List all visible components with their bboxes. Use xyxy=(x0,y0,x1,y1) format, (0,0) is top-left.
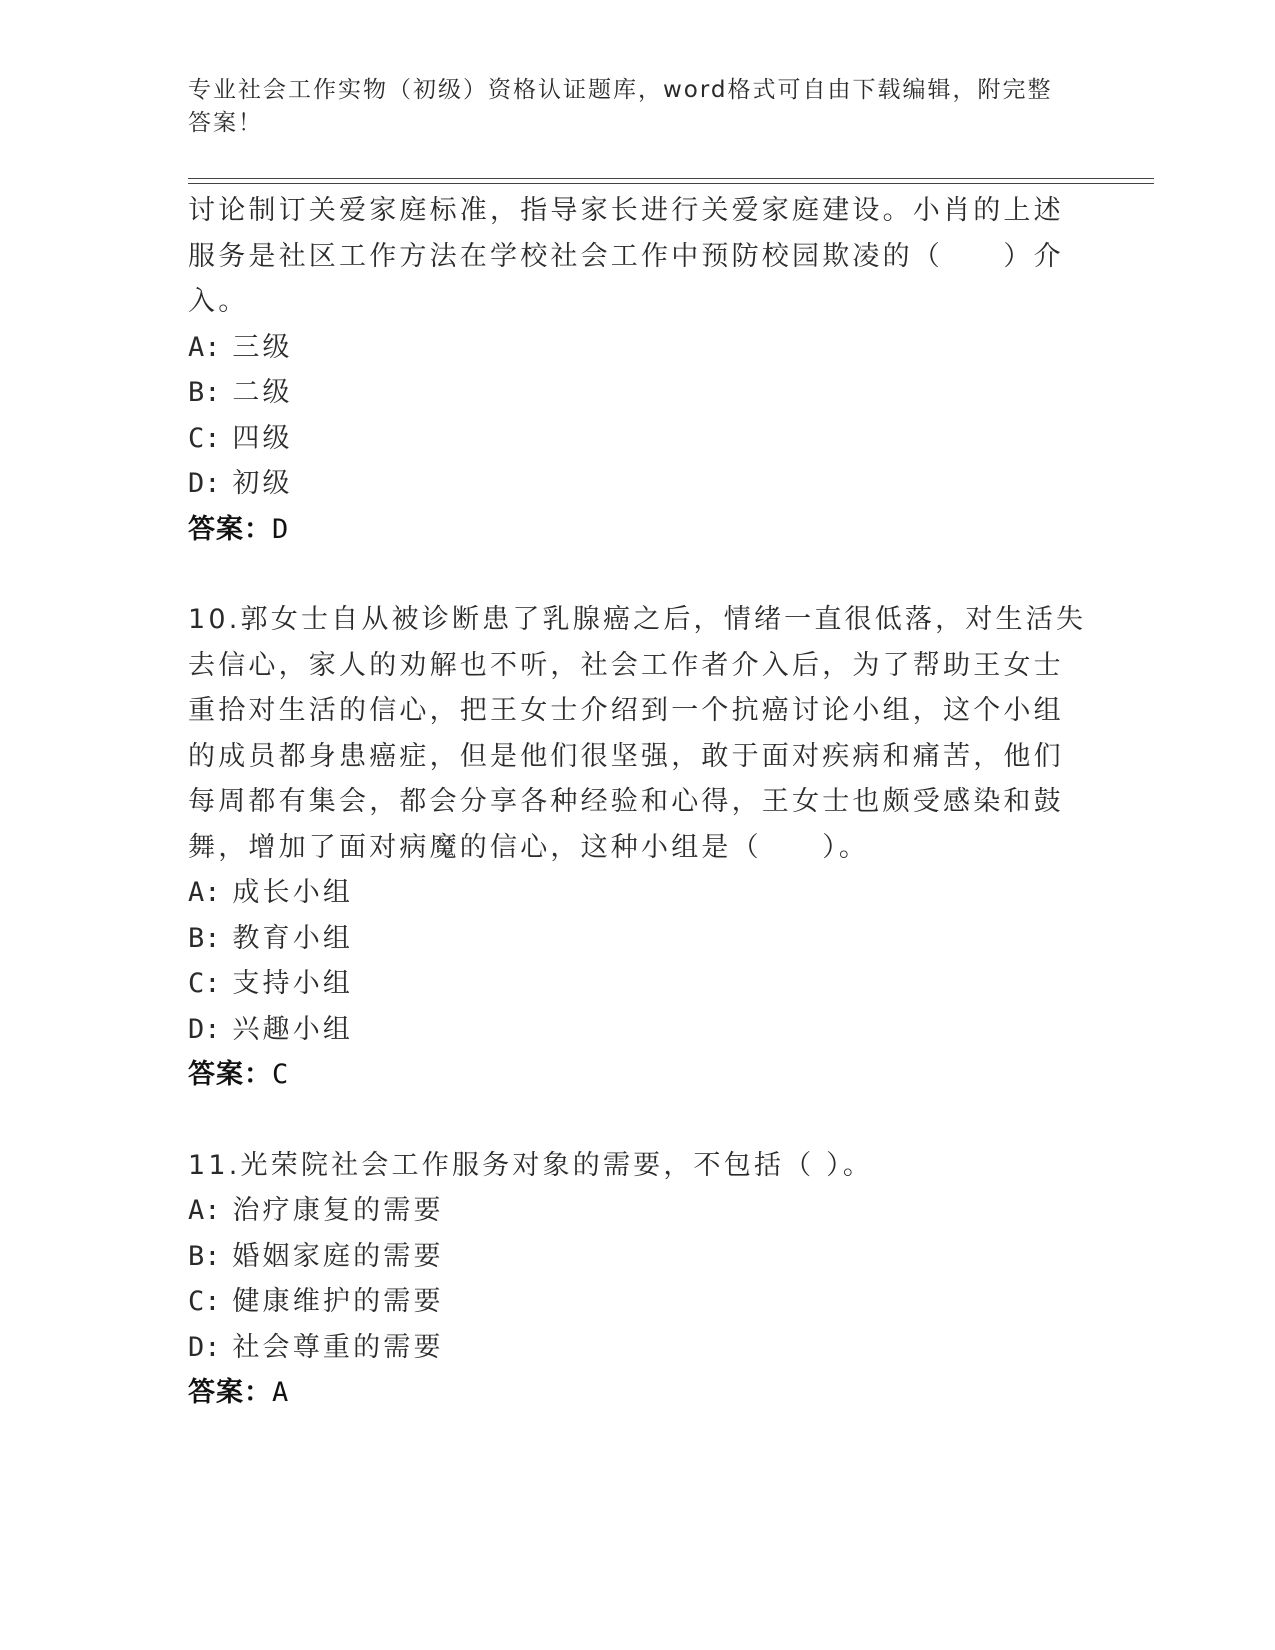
option-d: D: 初级 xyxy=(188,468,293,499)
option-d: D: 社会尊重的需要 xyxy=(188,1331,444,1363)
question-text: 11.光荣院社会工作服务对象的需要，不包括（ ）。 xyxy=(188,1149,874,1181)
document-header: 专业社会工作实物（初级）资格认证题库，word格式可自由下载编辑，附完整答案！ xyxy=(188,77,1053,136)
option-b: B: 婚姻家庭的需要 xyxy=(188,1240,444,1272)
option-a: A: 三级 xyxy=(188,331,293,363)
question-block xyxy=(188,597,1088,1098)
answer-value: D xyxy=(272,513,290,545)
option-c: C: 支持小组 xyxy=(188,968,354,999)
header-divider-bottom xyxy=(188,183,1154,184)
question-block xyxy=(188,188,1088,552)
option-a: A: 成长小组 xyxy=(188,877,354,908)
question-list xyxy=(188,188,1088,1416)
answer-line: 答案：A xyxy=(188,1377,290,1408)
option-c: C: 四级 xyxy=(188,422,293,454)
option-b: B: 二级 xyxy=(188,377,293,408)
answer-line: 答案：D xyxy=(188,513,290,545)
option-a: A: 治疗康复的需要 xyxy=(188,1195,444,1226)
question-text: 10.郭女士自从被诊断患了乳腺癌之后，情绪一直很低落，对生活失去信心，家人的劝解也不听，社会工作者介入后，为了帮助王女士重拾对生活的信心，把王女士介绍到一个抗癌讨论小组，这个小组的成员都身患癌症，但是他们很坚强，敢于面对疾病和痛苦，他们每周都有集会，都会分享各种经验和心得，王女士也颇受感染和鼓舞，增加了面对病魔的信心，这种小组是（ ）。 xyxy=(188,604,1087,863)
question-text: 讨论制订关爱家庭标准，指导家长进行关爱家庭建设。小肖的上述服务是社区工作方法在学校社会工作中预防校园欺凌的（ ）介入。 xyxy=(188,195,1064,317)
option-c: C: 健康维护的需要 xyxy=(188,1286,444,1317)
header-divider-top xyxy=(188,178,1154,179)
answer-line: 答案：C xyxy=(188,1059,290,1090)
question-block xyxy=(188,1143,1088,1416)
option-b: B: 教育小组 xyxy=(188,922,354,954)
answer-value: C xyxy=(272,1059,290,1090)
answer-value: A xyxy=(272,1377,290,1408)
option-d: D: 兴趣小组 xyxy=(188,1013,354,1045)
